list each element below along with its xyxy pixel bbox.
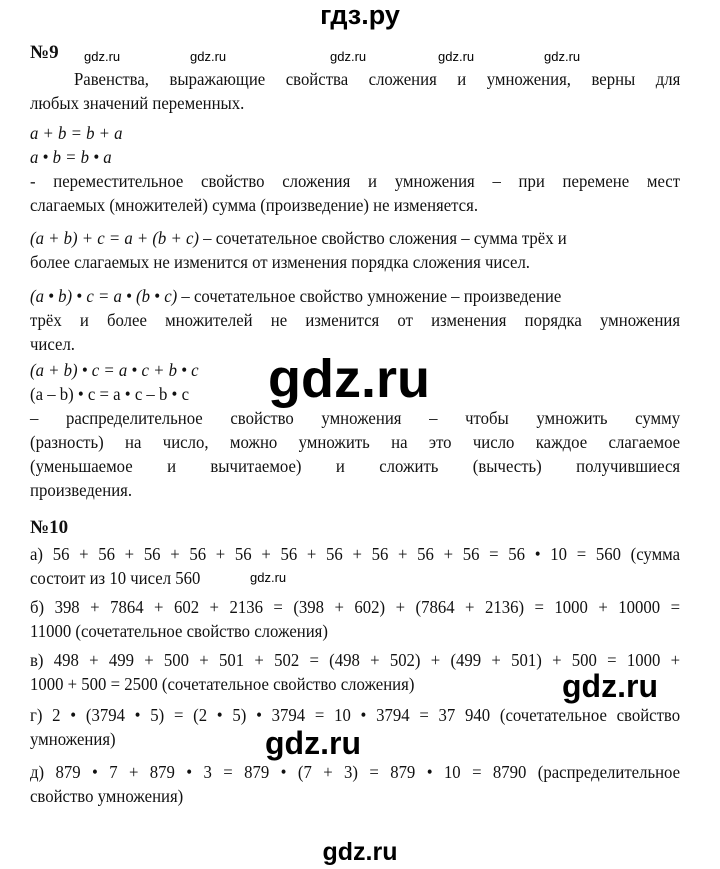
text-line: трёх и более множителей не изменится от изменения порядка умножения — [30, 310, 681, 330]
watermark-large: gdz.ru — [562, 668, 658, 704]
formula: (a + b) + c = a + (b + c) — [30, 228, 199, 248]
assoc-mul-line — [30, 285, 635, 307]
item-line: свойство умножения) — [30, 786, 184, 806]
watermark-small: gdz.ru — [544, 49, 581, 64]
watermark-small: gdz.ru — [438, 49, 475, 64]
formula: a + b = b + a — [30, 123, 123, 143]
intro-line: любых значений переменных. — [30, 93, 245, 113]
formula: (a + b) • c = a • c + b • c — [30, 360, 199, 380]
text-line: (разность) на число, можно умножить на это число каждое слагаемое — [30, 432, 681, 452]
watermark-small: gdz.ru — [330, 49, 367, 64]
text-line: слагаемых (множителей) сумма (произведение) не изменяется. — [30, 195, 479, 215]
item-line: б) 398 + 7864 + 602 + 2136 = (398 + 602) + (7864 + 2136) = 1000 + 10000 = — [30, 597, 681, 617]
formula: a • b = b • a — [30, 147, 112, 167]
item-line: умножения) — [30, 729, 116, 749]
watermark-small: gdz.ru — [190, 49, 227, 64]
text: – сочетательное свойство умножение – произведение — [177, 286, 562, 306]
footer-watermark: gdz.ru — [322, 838, 398, 866]
item-line: в) 498 + 499 + 500 + 501 + 502 = (498 + 502) + (499 + 501) + 500 = 1000 + — [30, 650, 681, 670]
text-line: - переместительное свойство сложения и умножения – при перемене мест — [30, 171, 681, 191]
watermark-large: gdz.ru — [265, 725, 361, 761]
formula: (a – b) • c = a • c – b • c — [30, 384, 190, 404]
text-line: (уменьшаемое и вычитаемое) и сложить (вычесть) получившиеся — [30, 456, 681, 476]
task-9-heading: №9 — [30, 42, 59, 63]
watermark-large: gdz.ru — [268, 349, 430, 409]
item-line: состоит из 10 чисел 560 — [30, 568, 201, 588]
site-title: гдз.ру — [320, 0, 400, 30]
item-line: д) 879 • 7 + 879 • 3 = 879 • (7 + 3) = 879 • 10 = 8790 (распределительное — [30, 762, 681, 782]
assoc-add-line — [30, 227, 635, 249]
text: – сочетательное свойство сложения – сумма трёх и — [198, 228, 567, 248]
text-line: – распределительное свойство умножения – чтобы умножить сумму — [30, 408, 681, 428]
item-line: 1000 + 500 = 2500 (сочетательное свойство сложения) — [30, 674, 415, 694]
item-line: г) 2 • (3794 • 5) = (2 • 5) • 3794 = 10 • 3794 = 37 940 (сочетательное свойство — [30, 705, 681, 725]
item-line: 11000 (сочетательное свойство сложения) — [30, 621, 328, 641]
text-line: более слагаемых не изменится от изменения порядка сложения чисел. — [30, 252, 530, 272]
text-line: произведения. — [30, 480, 133, 500]
formula: (a • b) • c = a • (b • c) — [30, 286, 178, 306]
watermark-small: gdz.ru — [250, 570, 287, 585]
text-line: чисел. — [30, 334, 75, 354]
intro-line: Равенства, выражающие свойства сложения и умножения, верны для — [74, 69, 681, 89]
item-line: а) 56 + 56 + 56 + 56 + 56 + 56 + 56 + 56 + 56 + 56 = 56 • 10 = 560 (сумма — [30, 544, 681, 564]
watermark-small: gdz.ru — [84, 49, 121, 64]
task-10-heading: №10 — [30, 517, 69, 538]
